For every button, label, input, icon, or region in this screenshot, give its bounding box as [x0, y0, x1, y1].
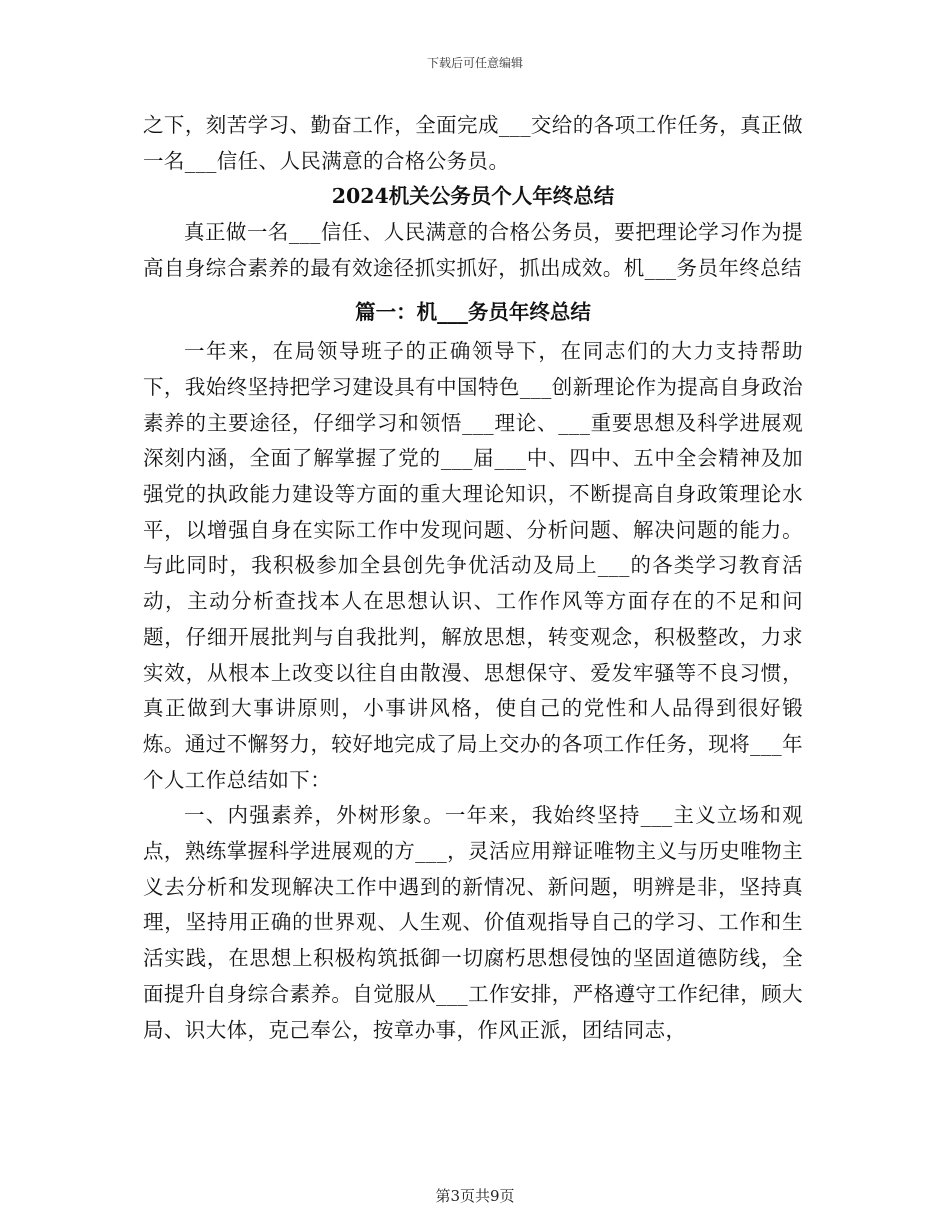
- section-heading: 篇一：机___务员年终总结: [355, 299, 591, 324]
- paragraph-continued: 之下，刻苦学习、勤奋工作，全面完成___交给的各项工作任务，真正做一名___信任、人民满意的合格公务员。: [143, 113, 803, 173]
- page-footer: 第3页共9页: [435, 1187, 515, 1205]
- document-title: 2024机关公务员个人年终总结: [331, 184, 615, 209]
- paragraph-body: 一年来，在局领导班子的正确领导下，在同志们的大力支持帮助下，我始终坚持把学习建设具有中国特色___创新理论作为提高自身政治素养的主要途径，仔细学习和领悟___理论、___重要思想及科学进展观深刻内涵，全面了解掌握了党的___届___中、四中、五中全会精神及加强党的执政能力建设等方面的重大理论知识，不断提高自身政策理论水平，以增强自身在实际工作中发现问题、分析问题、解决问题的能力。与此同时，我积极参加全县创先争优活动及局上___的各类学习教育活动，主动分析查找本人在思想认识、工作作风等方面存在的不足和问题，仔细开展批判与自我批判，解放思想，转变观念，积极整改，力求实效，从根本上改变以往自由散漫、思想保守、爱发牢骚等不良习惯，真正做到大事讲原则，小事讲风格，使自己的党性和人品得到很好锻炼。通过不懈努力，较好地完成了局上交办的各项工作任务，现将___年个人工作总结如下：: [143, 339, 803, 792]
- page-header: 下载后可任意编辑: [426, 56, 523, 70]
- paragraph-section-one: 一、内强素养，外树形象。一年来，我始终坚持___主义立场和观点，熟练掌握科学进展观的方___，灵活应用辩证唯物主义与历史唯物主义去分析和发现解决工作中遇到的新情况、新问题，明辨是非，坚持真理，坚持用正确的世界观、人生观、价值观指导自己的学习、工作和生活实践，在思想上积极构筑抵御一切腐朽思想侵蚀的坚固道德防线，全面提升自身综合素养。自觉服从___工作安排，严格遵守工作纪律，顾大局、识大体，克己奉公，按章办事，作风正派，团结同志，: [143, 803, 803, 1042]
- paragraph-intro: 真正做一名___信任、人民满意的合格公务员，要把理论学习作为提高自身综合素养的最有效途径抓实抓好，抓出成效。机___务员年终总结: [143, 220, 803, 280]
- document-body: [143, 108, 803, 1048]
